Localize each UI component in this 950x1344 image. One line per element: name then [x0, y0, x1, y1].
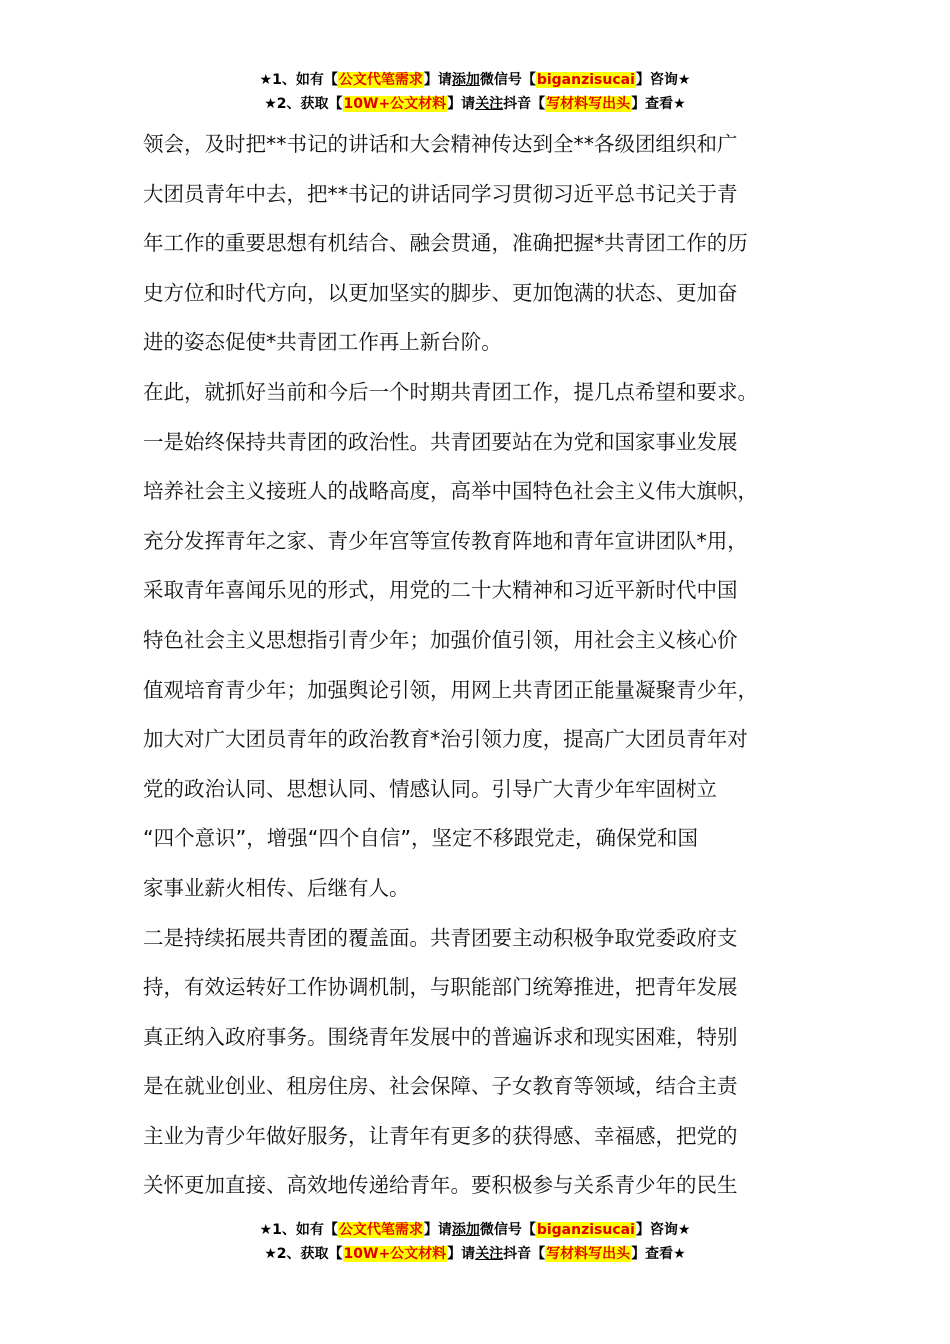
banner-text: 】咨询★: [635, 72, 691, 88]
footer-banner: [0, 1218, 950, 1266]
body-line: 在此，就抓好当前和今后一个时期共青团工作，提几点希望和要求。: [143, 379, 758, 404]
banner-highlight: 10W+公文材料: [343, 96, 447, 112]
body-line: 年工作的重要思想有机结合、融会贯通，准确把握*共青团工作的历: [143, 231, 748, 256]
body-line: 二是持续拓展共青团的覆盖面。共青团要主动积极争取党委政府支: [143, 925, 738, 950]
body-line: 采取青年喜闻乐见的形式，用党的二十大精神和习近平新时代中国: [143, 578, 738, 603]
body-line: 党的政治认同、思想认同、情感认同。引导广大青少年牢固树立: [143, 776, 717, 801]
banner-text: ★2、获取【: [264, 1246, 343, 1262]
body-line: 充分发挥青年之家、青少年宫等宣传教育阵地和青年宣讲团队*用，: [143, 528, 748, 553]
header-banner: [0, 68, 950, 116]
body-line: 持，有效运转好工作协调机制，与职能部门统筹推进，把青年发展: [143, 975, 738, 1000]
banner-text: 】请: [423, 72, 452, 88]
banner-highlight: 10W+公文材料: [343, 1246, 447, 1262]
banner-text: 】咨询★: [635, 1222, 691, 1238]
banner-underlined-text: 关注: [475, 96, 504, 112]
body-line: “四个意识”，增强“四个自信”，坚定不移跟党走，确保党和国: [143, 826, 698, 851]
body-line: 史方位和时代方向，以更加坚实的脚步、更加饱满的状态、更加奋: [143, 280, 738, 305]
banner-line-1: [0, 1218, 950, 1242]
banner-text: 】查看★: [631, 96, 686, 112]
banner-text: ★1、如有【: [259, 1222, 338, 1238]
banner-highlight: biganzisucai: [536, 1222, 635, 1238]
banner-text: 微信号【: [479, 72, 536, 88]
body-line: 家事业薪火相传、后继有人。: [143, 875, 410, 900]
body-line: 特色社会主义思想指引青少年；加强价值引领，用社会主义核心价: [143, 627, 738, 652]
banner-line-1: [0, 68, 950, 92]
body-line: 培养社会主义接班人的战略高度，高举中国特色社会主义伟大旗帜，: [143, 479, 758, 504]
banner-highlight: 写材料写出头: [546, 96, 631, 112]
banner-highlight: 公文代笔需求: [338, 72, 423, 88]
banner-text: 微信号【: [479, 1222, 536, 1238]
banner-highlight: biganzisucai: [536, 72, 635, 88]
body-line: 进的姿态促使*共青团工作再上新台阶。: [143, 330, 502, 355]
body-line: 主业为青少年做好服务，让青年有更多的获得感、幸福感，把党的: [143, 1123, 738, 1148]
document-body: [143, 120, 843, 1211]
banner-highlight: 公文代笔需求: [338, 1222, 423, 1238]
banner-text: ★2、获取【: [264, 96, 343, 112]
banner-underlined-text: 添加: [451, 72, 480, 88]
body-line: 真正纳入政府事务。围绕青年发展中的普遍诉求和现实困难，特别: [143, 1024, 738, 1049]
banner-text: 】查看★: [631, 1246, 686, 1262]
banner-highlight: 写材料写出头: [546, 1246, 631, 1262]
banner-text: 】请: [447, 1246, 476, 1262]
banner-text: 抖音【: [503, 1246, 546, 1262]
banner-text: 抖音【: [503, 96, 546, 112]
banner-text: 】请: [423, 1222, 452, 1238]
body-line: 加大对广大团员青年的政治教育*治引领力度，提高广大团员青年对: [143, 727, 748, 752]
body-line: 是在就业创业、租房住房、社会保障、子女教育等领域，结合主责: [143, 1074, 738, 1099]
body-line: 大团员青年中去，把**书记的讲话同学习贯彻习近平总书记关于青: [143, 181, 738, 206]
banner-underlined-text: 关注: [475, 1246, 504, 1262]
body-line: 一是始终保持共青团的政治性。共青团要站在为党和国家事业发展: [143, 429, 738, 454]
banner-line-2: [0, 92, 950, 116]
body-line: 关怀更加直接、高效地传递给青年。要积极参与关系青少年的民生: [143, 1173, 738, 1198]
body-line: 领会，及时把**书记的讲话和大会精神传达到全**各级团组织和广: [143, 132, 738, 156]
banner-line-2: [0, 1242, 950, 1266]
banner-text: ★1、如有【: [259, 72, 338, 88]
body-line: 值观培育青少年；加强舆论引领，用网上共青团正能量凝聚青少年，: [143, 677, 758, 702]
banner-text: 】请: [447, 96, 476, 112]
banner-underlined-text: 添加: [451, 1222, 480, 1238]
